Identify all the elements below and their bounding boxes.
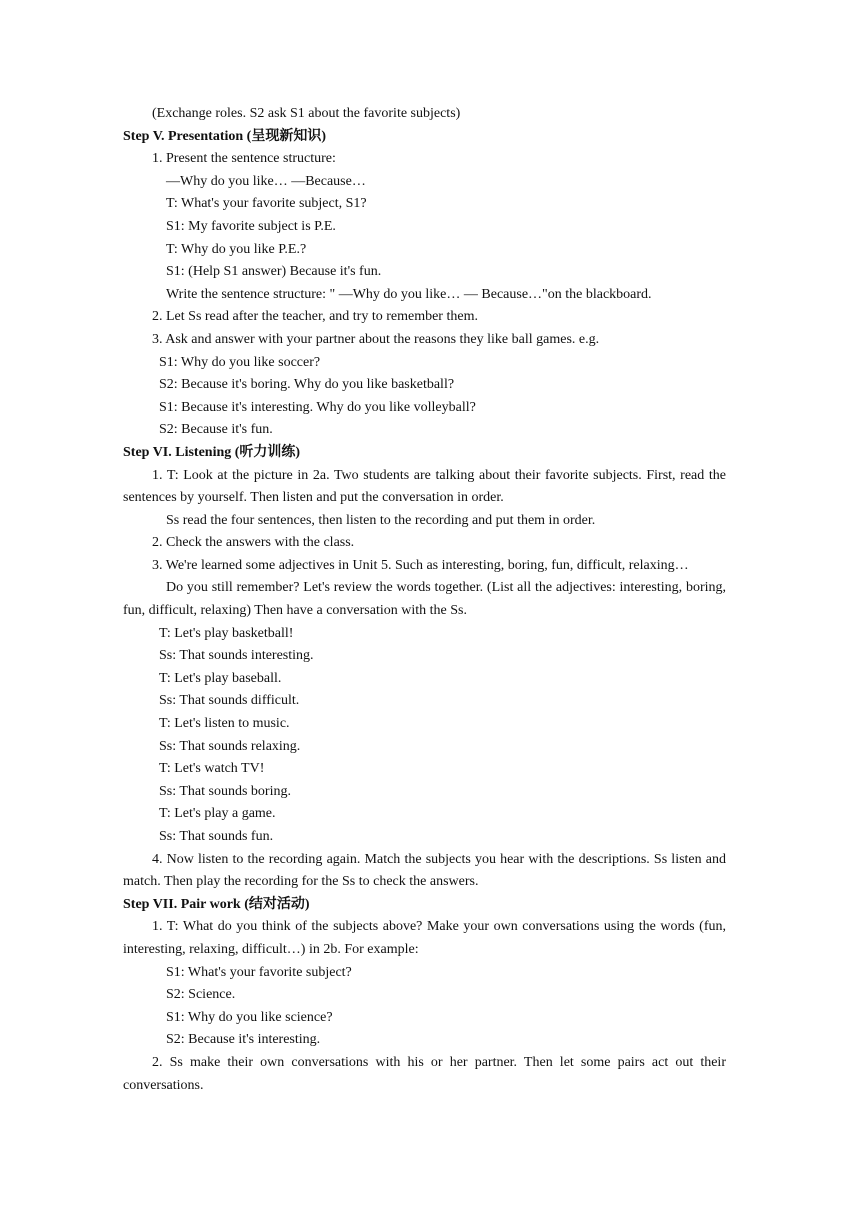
dialogue-line: S1: What's your favorite subject? [166,964,352,980]
step-vi-note: Ss read the four sentences, then listen to the recording and put them in order. [166,512,596,528]
dialogue-line: S2: Because it's boring. Why do you like basketball? [159,377,455,393]
dialogue-line: S1: My favorite subject is P.E. [166,218,336,234]
blackboard-instruction: Write the sentence structure: " —Why do you like… — Because…"on the blackboard. [166,286,652,302]
step-v-heading: Step V. Presentation (呈现新知识) [123,128,326,144]
step-vi-item-4: 4. Now listen to the recording again. Match the subjects you hear with the descriptions. Ss listen and match. Then play the recording for the Ss to check the answers. [123,851,726,890]
step-vi-item-3: 3. We're learned some adjectives in Unit 5. Such as interesting, boring, fun, difficult, relaxing… [152,557,689,573]
dialogue-line: S1: Why do you like science? [166,1009,333,1025]
step-vi-item-2: 2. Check the answers with the class. [152,535,355,551]
dialogue-line: T: Let's watch TV! [159,761,265,777]
dialogue-line: Ss: That sounds difficult. [159,693,300,709]
dialogue-line: T: Let's play basketball! [159,625,294,641]
step-vii-item-1: 1. T: What do you think of the subjects above? Make your own conversations using the words (fun, interesting, relaxing, difficult…) in 2b. For example: [123,919,726,957]
step-vii-heading: Step VII. Pair work (结对活动) [123,896,310,912]
dialogue-line: T: Why do you like P.E.? [166,241,307,257]
dialogue-line: T: Let's play baseball. [159,670,282,686]
dialogue-line: S1: Why do you like soccer? [159,354,321,370]
step-v-item-3: 3. Ask and answer with your partner about the reasons they like ball games. e.g. [152,331,600,347]
dialogue-line: S2: Because it's interesting. [166,1032,321,1048]
dialogue-line: T: Let's play a game. [159,806,276,822]
exchange-roles-note: (Exchange roles. S2 ask S1 about the favorite subjects) [152,106,461,121]
dialogue-line: Ss: That sounds interesting. [159,648,314,664]
step-vi-item-1: 1. T: Look at the picture in 2a. Two students are talking about their favorite subjects. First, read the sentences by yourself. Then listen and put the conversation in order. [123,467,726,506]
step-vi-heading: Step VI. Listening (听力训练) [123,444,301,460]
dialogue-line: S1: (Help S1 answer) Because it's fun. [166,264,382,280]
lesson-plan-body [123,103,726,1097]
review-adjectives: Do you still remember? Let's review the words together. (List all the adjectives: interesting, boring, fun, difficult, relaxing) Then have a conversation with the Ss. [123,580,726,619]
step-v-item-1: 1. Present the sentence structure: [152,151,336,167]
dialogue-line: S1: Because it's interesting. Why do you like volleyball? [159,399,476,415]
dialogue-line: S2: Because it's fun. [159,422,273,438]
dialogue-line: T: What's your favorite subject, S1? [166,196,367,212]
dialogue-line: Ss: That sounds boring. [159,783,291,799]
sentence-structure: —Why do you like… —Because… [166,173,366,189]
dialogue-line: Ss: That sounds fun. [159,829,274,844]
step-v-item-2: 2. Let Ss read after the teacher, and try to remember them. [152,309,478,325]
step-vii-item-2: 2. Ss make their own conversations with his or her partner. Then let some pairs act out their conversations. [123,1054,726,1093]
dialogue-line: Ss: That sounds relaxing. [159,738,301,754]
dialogue-line: S2: Science. [166,987,236,1003]
dialogue-line: T: Let's listen to music. [159,716,290,732]
